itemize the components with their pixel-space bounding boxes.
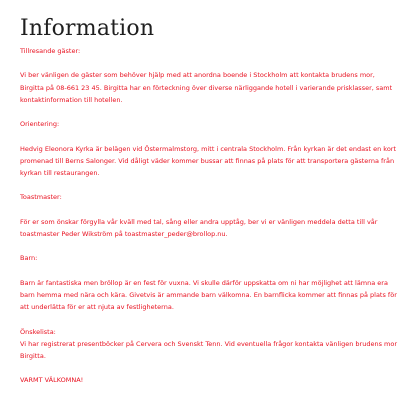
guests-paragraph: Vi ber vänligen de gäster som behöver hjälp med att anordna boende i Stockholm att kontakta brudens mor, Birgitta på 08-661 23 45. Birgitta har en förteckning över diverse närliggande hotell i varierande prisklasser, samt kontaktinformation till hotellen.	[20, 71, 393, 104]
information-body	[20, 45, 399, 387]
heading-children: Barn:	[20, 254, 38, 263]
heading-guests: Tillresande gäster:	[20, 47, 81, 55]
paragraph-spacer	[20, 362, 399, 374]
paragraph-spacer	[20, 106, 399, 118]
page-title: Information	[20, 16, 155, 41]
paragraph-spacer	[20, 57, 399, 69]
welcome-text: VARMT VÄLKOMNA!	[20, 376, 84, 385]
paragraph-spacer	[20, 204, 399, 216]
heading-orientation: Orientering:	[20, 120, 60, 129]
paragraph-spacer	[20, 313, 399, 325]
children-paragraph: Barn är fantastiska men bröllop är en fest för vuxna. Vi skulle därför uppskatta om ni har möjlighet att lämna era barn hemma med nära och kära. Givetvis är ammande barn välkomna. En barnflicka kommer att finnas på plats för att underlätta för er att njuta av festligheterna.	[20, 278, 397, 312]
wishlist-paragraph: Önskelista: Vi har registrerat presentböcker på Cervera och Svenskt Tenn. Vid eventuella frågor kontakta vänligen brudens mor Birgitta.	[20, 327, 398, 360]
paragraph-spacer	[20, 265, 399, 277]
toastmaster-paragraph: För er som önskar förgylla vår kväll med tal, sång eller andra upptåg, ber vi er vänligen meddela detta till vår toastmaster Peder Wikström på toastmaster_peder@brollop.nu.	[20, 217, 378, 238]
paragraph-spacer	[20, 179, 399, 191]
paragraph-spacer	[20, 130, 399, 142]
heading-toastmaster: Toastmaster:	[20, 193, 62, 202]
orientation-paragraph: Hedvig Eleonora Kyrka är belägen vid Östermalmstorg, mitt i centrala Stockholm. Från kyrkan är det endast en kort promenad till Berns Salonger. Vid dåligt väder kommer bussar att finnas på plats för att transportera gästerna från kyrkan till restaurangen.	[20, 144, 397, 177]
paragraph-spacer	[20, 240, 399, 252]
